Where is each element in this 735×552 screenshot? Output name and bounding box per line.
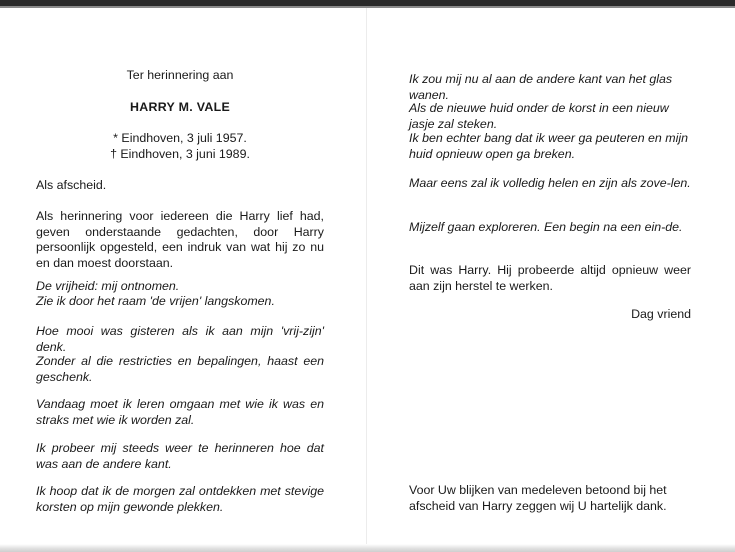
verse-2a: Hoe mooi was gisteren als ik aan mijn 'vrij-zijn' denk. bbox=[36, 324, 324, 354]
verse-6a: Ik zou mij nu al aan de andere kant van het glas wanen. bbox=[409, 72, 673, 102]
verse-5: Ik hoop dat ik de morgen zal ontdekken met stevige korsten op mijn gewonde plekken. bbox=[36, 484, 324, 514]
verse-7: Maar eens zal ik volledig helen en zijn als zove-len. bbox=[409, 176, 691, 190]
birth-line: * Eindhoven, 3 juli 1957. bbox=[113, 131, 247, 145]
verse-3: Vandaag moet ik leren omgaan met wie ik was en straks met wie ik worden zal. bbox=[36, 397, 324, 427]
closing-words: Dag vriend bbox=[631, 307, 691, 321]
death-line: † Eindhoven, 3 juni 1989. bbox=[110, 147, 250, 161]
verse-4: Ik probeer mij steeds weer te herinneren hoe dat was aan de andere kant. bbox=[36, 441, 324, 471]
intro-paragraph: Als herinnering voor iedereen die Harry lief had, geven onderstaande gedachten, door Harry persoonlijk opgesteld, een indruk van wat hij zo nu en dan moest doorstaan. bbox=[36, 209, 324, 270]
card-top-edge-shadow bbox=[0, 6, 735, 8]
verse-8: Mijzelf gaan exploreren. Een begin na een ein-de. bbox=[409, 220, 683, 234]
verse-2b: Zonder al die restricties en bepalingen, haast een geschenk. bbox=[36, 354, 324, 384]
closing-paragraph: Dit was Harry. Hij probeerde altijd opnieuw weer aan zijn herstel te werken. bbox=[409, 263, 691, 293]
card-fold bbox=[366, 8, 367, 544]
card-bottom-edge bbox=[0, 544, 735, 552]
intro-text: Ter herinnering aan bbox=[126, 68, 234, 82]
verse-6b: Als de nieuwe huid onder de korst in een nieuw jasje zal steken. bbox=[409, 101, 669, 131]
verse-1a: De vrijheid: mij ontnomen. bbox=[36, 279, 180, 293]
farewell-heading: Als afscheid. bbox=[36, 178, 107, 192]
thanks-text: Voor Uw blijken van medeleven betoond bij het afscheid van Harry zeggen wij U hartelijk dank. bbox=[409, 483, 667, 513]
deceased-name: HARRY M. VALE bbox=[129, 100, 231, 114]
verse-6c: Ik ben echter bang dat ik weer ga peuteren en mijn huid opnieuw open ga breken. bbox=[409, 131, 688, 161]
verse-1b: Zie ik door het raam 'de vrijen' langskomen. bbox=[36, 294, 275, 308]
